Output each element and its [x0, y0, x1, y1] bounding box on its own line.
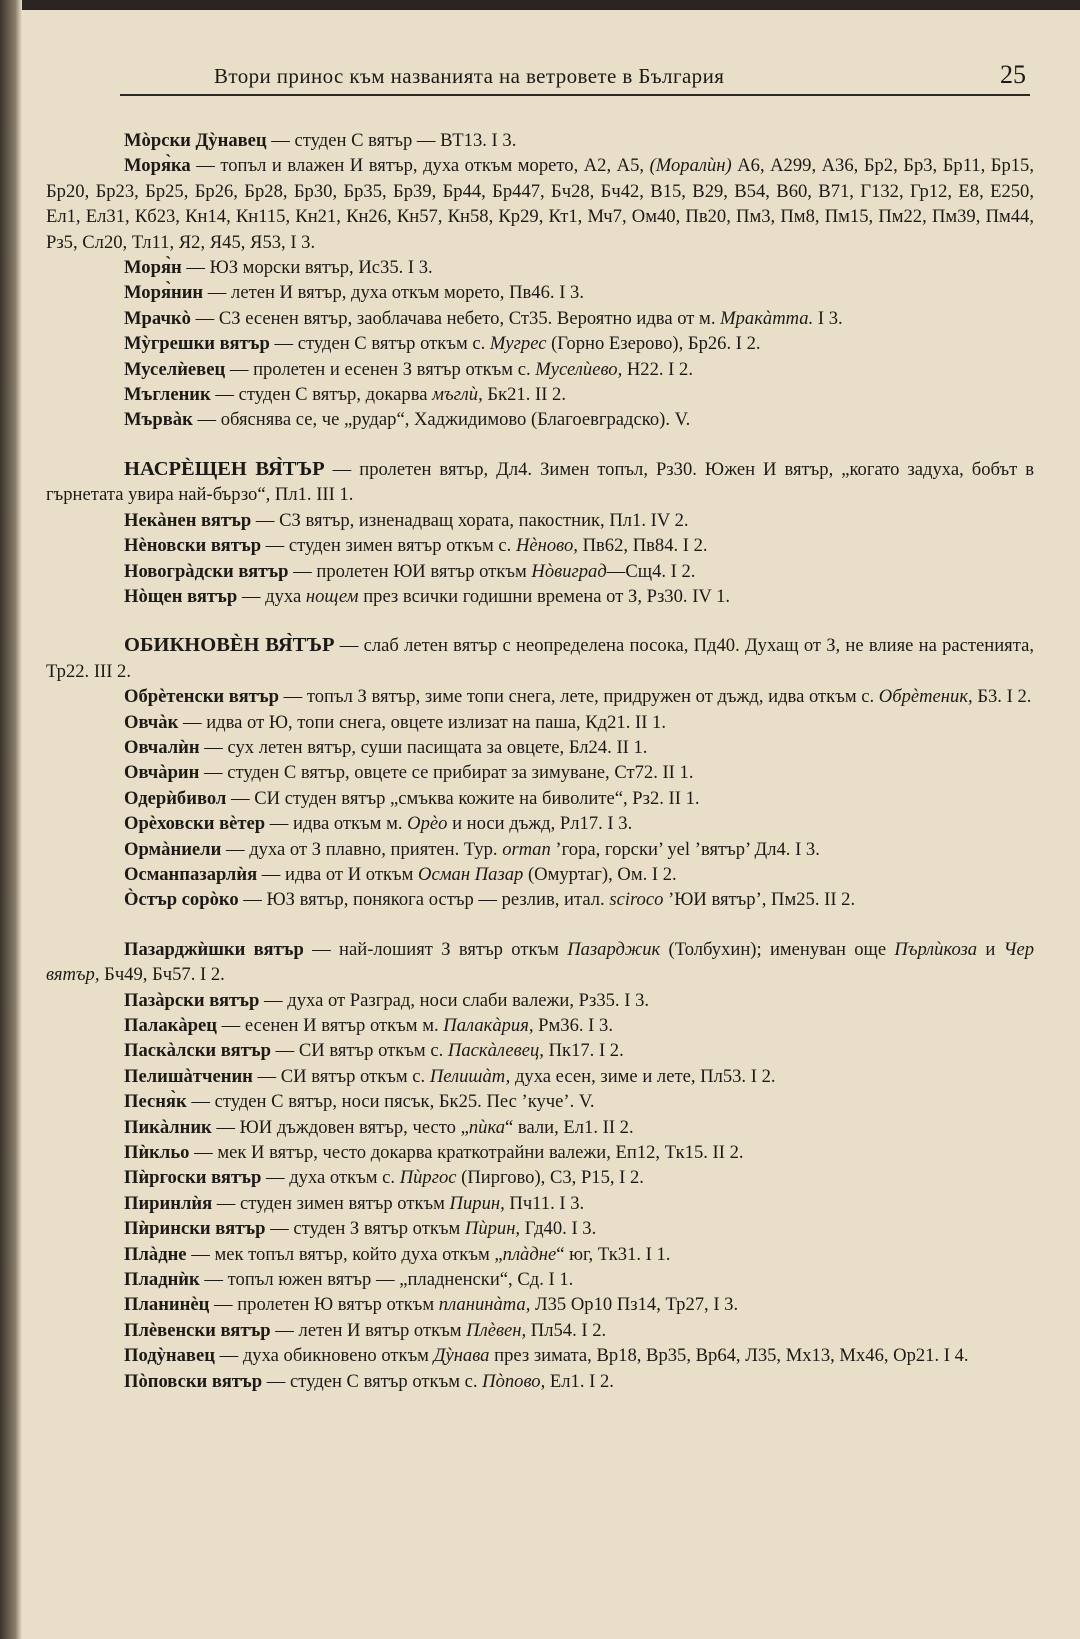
entry-text: — пролетен и есенен З вятър откъм с.: [225, 358, 536, 380]
entry-italic-term: Дỳнава: [433, 1345, 490, 1367]
entry-headword: Пазарджѝшки вятър: [124, 938, 304, 960]
dictionary-entry: [46, 1089, 1034, 1114]
entry-italic-term: Пазарджик: [567, 938, 661, 960]
dictionary-entry: [46, 988, 1034, 1013]
dictionary-entry: [46, 255, 1034, 280]
entry-italic-term: Осман Пазар: [418, 863, 524, 885]
entry-text: — мек И вятър, често докарва краткотрайни валежи, Еп12, Тк15. II 2.: [189, 1142, 744, 1164]
entry-italic-term: нощем: [305, 585, 359, 607]
entry-italic-term: планинàта,: [438, 1294, 531, 1316]
dictionary-entry: [46, 837, 1034, 862]
entry-headword: Обрèтенски вятър: [124, 686, 279, 708]
dictionary-entry: [46, 1216, 1034, 1241]
entry-text: — СИ вятър откъм с.: [270, 1040, 448, 1062]
dictionary-entry: [46, 633, 1034, 684]
entry-headword: ОБИКНОВЀН ВЯ̀ТЪР: [124, 634, 335, 657]
entry-headword: Планинѐц: [124, 1294, 210, 1316]
entry-text: — топъл южен вятър — „пладненски“, Сд. I 1.: [199, 1269, 574, 1291]
entry-text: — ЮИ дъждовен вятър, често „: [211, 1116, 469, 1138]
entry-text: (Горно Езерово), Бр26. I 2.: [546, 333, 761, 355]
entry-headword: Ормàниели: [124, 838, 222, 860]
entry-text: — студен С вятър, докарва: [210, 384, 433, 406]
entry-text: Бч49, Бч57. I 2.: [99, 964, 225, 986]
entry-text: — сух летен вятър, суши пасищата за овцете, Бл24. II 1.: [199, 736, 648, 758]
entry-text: —Сщ4. I 2.: [606, 560, 696, 582]
entry-text: — топъл З вятър, зиме топи снега, лете, придружен от дъжд, идва откъм с.: [278, 686, 879, 708]
entry-italic-term: пѝка: [468, 1116, 506, 1138]
entry-headword: Османпазарлѝя: [124, 863, 258, 885]
dictionary-entry: [46, 684, 1034, 709]
entry-text: — духа откъм с.: [261, 1167, 400, 1189]
dictionary-entry: [46, 1242, 1034, 1267]
entry-text: “ юг, Тк31. I 1.: [556, 1243, 671, 1265]
entry-text: — студен С вятър откъм с.: [262, 1370, 483, 1392]
dictionary-entry: [46, 407, 1034, 432]
entry-italic-term: Паскàлевец,: [447, 1040, 544, 1062]
entry-headword: Пикàлник: [124, 1116, 212, 1138]
entry-text: — идва от И откъм: [257, 863, 419, 885]
entry-headword: Подỳнавец: [124, 1345, 215, 1367]
entry-italic-term: Мракàтта.: [720, 307, 814, 329]
page-number: 25: [1000, 60, 1026, 89]
entry-headword: Моря̀н: [124, 257, 182, 279]
entry-text: — студен зимен вятър откъм с.: [261, 535, 516, 557]
dictionary-entry: [46, 508, 1034, 533]
entry-text: — топъл и влажен И вятър, духа откъм морето, А2, А5,: [190, 155, 650, 177]
entry-text: “ вали, Ел1. II 2.: [505, 1116, 634, 1138]
entry-text: — СИ студен вятър „смъква кожите на биволите“, Рз2. II 1.: [226, 787, 700, 809]
entry-headword: Песня̀к: [124, 1091, 187, 1113]
entry-text: — летен И вятър откъм: [270, 1319, 467, 1341]
dictionary-entries: [46, 128, 1034, 1394]
entry-italic-term: Пелишàт,: [429, 1065, 511, 1087]
entry-text: Пл54. I 2.: [526, 1319, 607, 1341]
entry-headword: Мъгленик: [124, 384, 211, 406]
entry-headword: Пòповски вятър: [124, 1370, 263, 1392]
entry-text: през зимата, Вр18, Вр35, Вр64, Л35, Мх13, Мх46, Ор21. I 4.: [489, 1345, 969, 1367]
entry-text: — най-лошият З вятър откъм: [303, 938, 568, 960]
entry-headword: Плèвенски вятър: [124, 1319, 271, 1341]
entry-text: — студен С вятър откъм с.: [269, 333, 490, 355]
entry-text: — духа: [237, 585, 306, 607]
dictionary-entry: [46, 382, 1034, 407]
dictionary-entry: [46, 786, 1034, 811]
entry-text: — пролетен ЮИ вятър откъм: [288, 560, 532, 582]
entry-text: — студен зимен вятър откъм: [212, 1192, 450, 1214]
dictionary-entry: [46, 862, 1034, 887]
dictionary-entry: [46, 1191, 1034, 1216]
entry-text: — слаб летен вятър с неопределена посока, Пд40. Духащ от З, не влияе на растенията, Тр22. III 2.: [46, 635, 1034, 682]
entry-italic-term: Нèново,: [515, 535, 578, 557]
page-binding-edge: [0, 0, 22, 1639]
entry-italic-term: Нòвиград: [531, 560, 607, 582]
entry-text: — студен С вятър, носи пясък, Бк25. Пес ’куче’. V.: [186, 1091, 595, 1113]
entry-headword: Пѝрински вятър: [124, 1218, 266, 1240]
entry-text: — студен С вятър — ВТ13. I 3.: [266, 130, 517, 151]
entry-headword: Одерѝбивол: [124, 787, 227, 809]
entry-headword: Плàдне: [124, 1243, 187, 1265]
entry-text: духа есен, зиме и лете, Пл53. I 2.: [510, 1065, 776, 1087]
entry-italic-term: Муселѝево,: [535, 358, 623, 380]
entry-text: ’гора, горски’ yel ’вятър’ Дл4. I 3.: [550, 838, 820, 860]
dictionary-entry: [46, 735, 1034, 760]
entry-text: Б3. I 2.: [972, 686, 1032, 708]
dictionary-entry: [46, 1038, 1034, 1063]
entry-italic-term: Обрèтеник,: [878, 686, 973, 708]
entry-italic-term: мъглѝ,: [432, 384, 483, 406]
entry-text: Бк21. II 2.: [482, 384, 566, 406]
entry-text: — студен С вятър, овцете се прибират за зимуване, Ст72. II 1.: [199, 762, 694, 784]
entry-text: — обяснява се, че „рудар“, Хаджидимово (Благоевградско). V.: [192, 409, 691, 431]
entry-headword: Пѝкльо: [124, 1142, 190, 1164]
entry-headword: Пѝргоски вятър: [124, 1167, 262, 1189]
dictionary-entry: [46, 937, 1034, 988]
entry-text: I 3.: [813, 307, 843, 329]
entry-italic-term: (Моралѝн): [649, 155, 732, 177]
header-rule: [120, 94, 1030, 96]
entry-headword: Нèновски вятър: [124, 535, 262, 557]
entry-headword: Пиринлѝя: [124, 1192, 213, 1214]
dictionary-entry: [46, 811, 1034, 836]
dictionary-entry: [46, 1140, 1034, 1165]
dictionary-entry: [46, 710, 1034, 735]
dictionary-entry: [46, 280, 1034, 305]
entry-headword: Пазàрски вятър: [124, 989, 260, 1011]
dictionary-entry: [46, 760, 1034, 785]
entry-text: — СИ вятър откъм с.: [252, 1065, 430, 1087]
entry-text: (Омуртаг), Ом. I 2.: [523, 863, 677, 885]
entry-headword: Овчàрин: [124, 762, 200, 784]
entry-italic-term: Пѝргос: [399, 1167, 457, 1189]
entry-headword: Муселѝевец: [124, 358, 226, 380]
entry-text: — идва откъм м.: [265, 813, 408, 835]
entry-headword: Моря̀нин: [124, 282, 204, 304]
entry-italic-term: Пòпово,: [482, 1370, 546, 1392]
entry-text: — пролетен Ю вятър откъм: [209, 1294, 439, 1316]
entry-headword: Мрачкò: [124, 307, 191, 329]
entry-text: Н22. I 2.: [622, 358, 693, 380]
dictionary-entry: [46, 306, 1034, 331]
entry-text: — ЮЗ морски вятър, Ис35. I 3.: [181, 257, 433, 279]
dictionary-entry: [46, 128, 1034, 153]
running-title: Втори принос към названията на ветровете в България: [214, 64, 725, 88]
entry-text: — есенен И вятър откъм м.: [216, 1015, 444, 1036]
dictionary-entry: [46, 1013, 1034, 1038]
page-header: [120, 58, 1030, 98]
entry-text: и: [977, 938, 1004, 960]
dictionary-entry: [46, 357, 1034, 382]
dictionary-entry: [46, 887, 1034, 912]
entry-italic-term: плàдне: [502, 1243, 557, 1265]
entry-text: — летен И вятър, духа откъм морето, Пв46. I 3.: [203, 282, 584, 304]
entry-text: ’ЮИ вятър’, Пм25. II 2.: [663, 889, 856, 911]
entry-italic-term: Палакàрия,: [443, 1015, 534, 1036]
page-top-edge: [0, 0, 1080, 10]
entry-headword: Новогрàдски вятър: [124, 560, 289, 582]
entry-headword: Мỳгрешки вятър: [124, 333, 270, 355]
entry-text: Л35 Ор10 Пз14, Тр27, I 3.: [530, 1294, 739, 1316]
dictionary-entry: [46, 559, 1034, 584]
entry-headword: Нòщен вятър: [124, 585, 238, 607]
dictionary-entry: [46, 153, 1034, 255]
entry-headword: Òстър сорòко: [124, 889, 239, 911]
entry-italic-term: Пърлѝкоза: [894, 938, 978, 960]
entry-text: — пролетен вятър, Дл4. Зимен топъл, Рз30. Южен И вятър, „когато задуха, бобът в гърнетата увира най-бързо“, Пл1. III 1.: [46, 458, 1034, 506]
entry-text: — идва от Ю, топи снега, овцете излизат на паша, Кд21. II 1.: [178, 711, 667, 733]
entry-text: Гд40. I 3.: [520, 1218, 597, 1240]
entry-italic-term: Чер вятър,: [46, 938, 1035, 986]
entry-text: — духа от З плавно, приятен. Тур.: [221, 838, 503, 860]
entry-text: — СЗ вятър, изненадващ хората, пакостник, Пл1. IV 2.: [251, 509, 689, 531]
dictionary-entry: [46, 1064, 1034, 1089]
entry-headword: Паскàлски вятър: [124, 1040, 271, 1062]
dictionary-entry: [46, 331, 1034, 356]
entry-headword: Овчàк: [124, 711, 179, 733]
dictionary-entry: [46, 533, 1034, 558]
dictionary-entry: [46, 1292, 1034, 1317]
entry-italic-term: Плèвен,: [466, 1319, 527, 1341]
entry-text: (Пиргово), С3, Р15, I 2.: [456, 1167, 644, 1189]
entry-headword: Пладнѝк: [124, 1269, 200, 1291]
entry-text: А6, А299, А36, Бр2, Бр3, Бр11, Бр15, Бр20, Бр23, Бр25, Бр26, Бр28, Бр30, Бр35, Бр39, Бр44, Бр447, Бч28, Бч42, В15, В29, В54, В60, В71, Г132, Гр12, Е8, Е250, Ел1, Ел31, Кб23, Кн14, Кн115, Кн21, Кн26, Кн57, Кн58, Кр29, Кт1, Мч7, Ом40, Пв20, Пм3, Пм8, Пм15, Пм22, Пм39, Пм44, Рз5, Сл20, Тл11, Я2, Я45, Я53, I 3.: [46, 155, 1034, 253]
entry-italic-term: Пирин,: [449, 1192, 505, 1214]
entry-text: — мек топъл вятър, който духа откъм „: [186, 1243, 503, 1265]
entry-headword: Мòрски Дỳнавец: [124, 130, 267, 151]
entry-text: Пв62, Пв84. I 2.: [577, 535, 708, 557]
dictionary-entry: [46, 1267, 1034, 1292]
dictionary-entry: [46, 1115, 1034, 1140]
entry-text: Пк17. I 2.: [543, 1040, 624, 1062]
entry-text: — духа обикновено откъм: [214, 1345, 434, 1367]
entry-italic-term: sciroco: [609, 889, 664, 911]
entry-text: Ел1. I 2.: [545, 1370, 614, 1392]
entry-headword: Моря̀ка: [124, 155, 191, 177]
entry-text: — духа от Разград, носи слаби валежи, Рз35. I 3.: [259, 989, 650, 1011]
entry-headword: Орѐховски вѐтер: [124, 813, 266, 835]
entry-text: Рм36. I 3.: [533, 1015, 613, 1036]
dictionary-entry: [46, 1343, 1034, 1368]
dictionary-entry: [46, 584, 1034, 609]
entry-text: (Толбухин); именуван още: [660, 938, 895, 960]
entry-text: Пч11. I 3.: [504, 1192, 585, 1214]
entry-headword: Мървàк: [124, 409, 193, 431]
entry-italic-term: Пѝрин,: [464, 1218, 521, 1240]
dictionary-entry: [46, 1369, 1034, 1394]
entry-headword: Некàнен вятър: [124, 509, 252, 531]
entry-headword: Овчалѝн: [124, 736, 200, 758]
entry-text: и носи дъжд, Рл17. I 3.: [447, 813, 633, 835]
entry-text: — СЗ есенен вятър, заоблачава небето, Ст35. Вероятно идва от м.: [190, 307, 721, 329]
entry-italic-term: orman: [502, 838, 551, 860]
entry-italic-term: Орèо: [407, 813, 448, 835]
dictionary-entry: [46, 1165, 1034, 1190]
entry-headword: Пелишàтченин: [124, 1065, 253, 1087]
entry-headword: НАСРЀЩЕН ВЯ̀ТЪР: [124, 457, 325, 480]
entry-italic-term: Мугрес: [489, 333, 547, 355]
dictionary-entry: [46, 1318, 1034, 1343]
dictionary-entry: [46, 457, 1034, 508]
entry-text: — ЮЗ вятър, понякога остър — резлив, итал.: [238, 889, 610, 911]
entry-headword: Палакàрец: [124, 1015, 217, 1036]
entry-text: през всички годишни времена от З, Рз30. IV 1.: [358, 585, 731, 607]
entry-text: — студен З вятър откъм: [265, 1218, 465, 1240]
